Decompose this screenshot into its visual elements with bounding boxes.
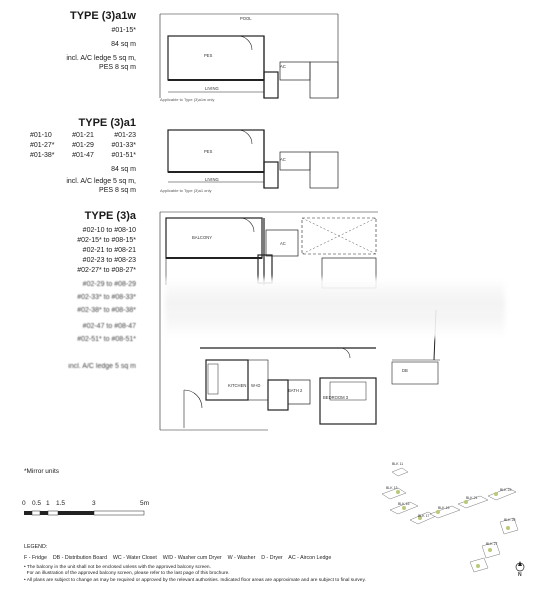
type-3a1-incl-1: incl. A/C ledge 5 sq m,: [66, 178, 136, 185]
block-label: BLK 17: [418, 514, 430, 518]
type-3a-blurred-unit: #02-51* to #08-51*: [77, 336, 136, 343]
scale-tick-label: 5m: [140, 500, 150, 507]
mirror-note: *Mirror units: [24, 468, 60, 475]
block-label: BLK 27: [486, 542, 498, 546]
scale-tick-label: 0: [22, 500, 26, 507]
north-label: N: [518, 572, 522, 578]
unit: #01-33*: [111, 142, 136, 149]
legend-note: • All plans are subject to change as may be required or approved by the relevant authorities. Indicated floor areas are approximate and are subject to final survey.: [24, 578, 366, 583]
scale-bar-graphic: [22, 510, 152, 518]
ac-label: AC: [280, 64, 286, 69]
block-label: BLK 11: [392, 462, 404, 466]
type-3a-blurred-unit: #02-33* to #08-33*: [77, 294, 136, 301]
legend-note: • The balcony in the unit shall not be enclosed unless with the approved balcony screen.: [24, 565, 211, 570]
block-label: BLK 21: [466, 496, 478, 500]
type-3a-unit-range: #02-15* to #08-15*: [77, 237, 136, 244]
type-3a1w-incl-2: PES 8 sq m: [99, 64, 136, 71]
unit: #01-38*: [30, 152, 55, 159]
type-3a1-title: TYPE (3)a1: [78, 117, 136, 129]
living-label: LIVING: [205, 86, 219, 91]
type-3a1-area: 84 sq m: [111, 166, 136, 173]
scale-tick-label: 1: [46, 500, 50, 507]
db-label: DB: [402, 368, 408, 373]
scale-bar: [22, 500, 152, 520]
unit: #01-23: [114, 132, 136, 139]
ac-label: AC: [280, 157, 286, 162]
pes-label: PES: [204, 53, 213, 58]
type-3a-unit-range: #02-21 to #08-21: [82, 247, 136, 254]
unit: #01-47: [72, 152, 94, 159]
block-label: BLK 15: [398, 502, 410, 506]
blurred-band: [165, 278, 505, 338]
type-3a-unit-range: #02-23 to #08-23: [82, 257, 136, 264]
type-3a-unit-range: #02-10 to #08-10: [82, 227, 136, 234]
type-3a-blurred-unit: #02-47 to #08-47: [82, 323, 136, 330]
block-label: BLK 19: [438, 506, 450, 510]
legend-items: F - Fridge DB - Distribution Board WC - Water Closet W/D - Washer cum Dryer W - Washer D - Dryer AC - Aircon Ledge: [24, 555, 332, 561]
type-3a1-incl-2: PES 8 sq m: [99, 187, 136, 194]
type-3a1w-incl-1: incl. A/C ledge 5 sq m,: [66, 55, 136, 62]
scale-tick-label: 0.5: [32, 500, 42, 507]
type-3a1-units-row: [30, 131, 136, 141]
unit: #01-29: [72, 142, 94, 149]
type-3a1w-floorplan: [160, 12, 340, 102]
type-3a-unit-range: #02-27* to #08-27*: [77, 267, 136, 274]
pool-label: POOL: [240, 16, 252, 21]
unit: #01-21: [72, 132, 94, 139]
unit: #01-51*: [111, 152, 136, 159]
type-3a1w-unit: #01-15*: [111, 27, 136, 34]
type-3a1w-note: Applicable to Type (3)a1w only: [160, 97, 215, 102]
block-label: BLK 25: [504, 518, 516, 522]
type-3a-blurred-unit: #02-29 to #08-29: [82, 281, 136, 288]
wd-label: W+D: [251, 383, 261, 388]
type-3a1-floorplan: [160, 126, 340, 191]
key-plan-graphic: [370, 462, 540, 582]
type-3a1-note: Applicable to Type (3)a1 only: [160, 188, 212, 193]
balcony-label: BALCONY: [192, 235, 213, 240]
type-3a-blurred-incl: incl. A/C ledge 5 sq m: [68, 363, 136, 370]
type-3a1-units-row: [30, 141, 136, 151]
type-3a1-units-row: [30, 151, 136, 161]
block-label: BLK 13: [386, 486, 398, 490]
bath2-label: BATH 2: [288, 388, 303, 393]
block-label: BLK 23: [500, 488, 512, 492]
living-label: LIVING: [205, 177, 219, 182]
scale-tick-label: 1.5: [56, 500, 66, 507]
key-plan: [370, 462, 540, 582]
ac-label: AC: [280, 241, 286, 246]
bedroom3-label: BEDROOM 3: [323, 395, 349, 400]
highlighted-units: [396, 490, 510, 568]
legend-title: LEGEND:: [24, 544, 48, 550]
pes-label: PES: [204, 149, 213, 154]
unit: #01-27*: [30, 142, 55, 149]
type-3a1w-title: TYPE (3)a1w: [69, 10, 136, 22]
type-3a1w-area: 84 sq m: [111, 41, 136, 48]
kitchen-label: KITCHEN: [228, 383, 247, 388]
unit: #01-10: [30, 132, 52, 139]
type-3a-title: TYPE (3)a: [84, 210, 136, 222]
type-3a-blurred-unit: #02-38* to #08-38*: [77, 307, 136, 314]
legend-note: For an illustration of the approved balcony screen, please refer to the last page of this brochure.: [24, 571, 230, 576]
scale-tick-label: 3: [92, 500, 96, 507]
